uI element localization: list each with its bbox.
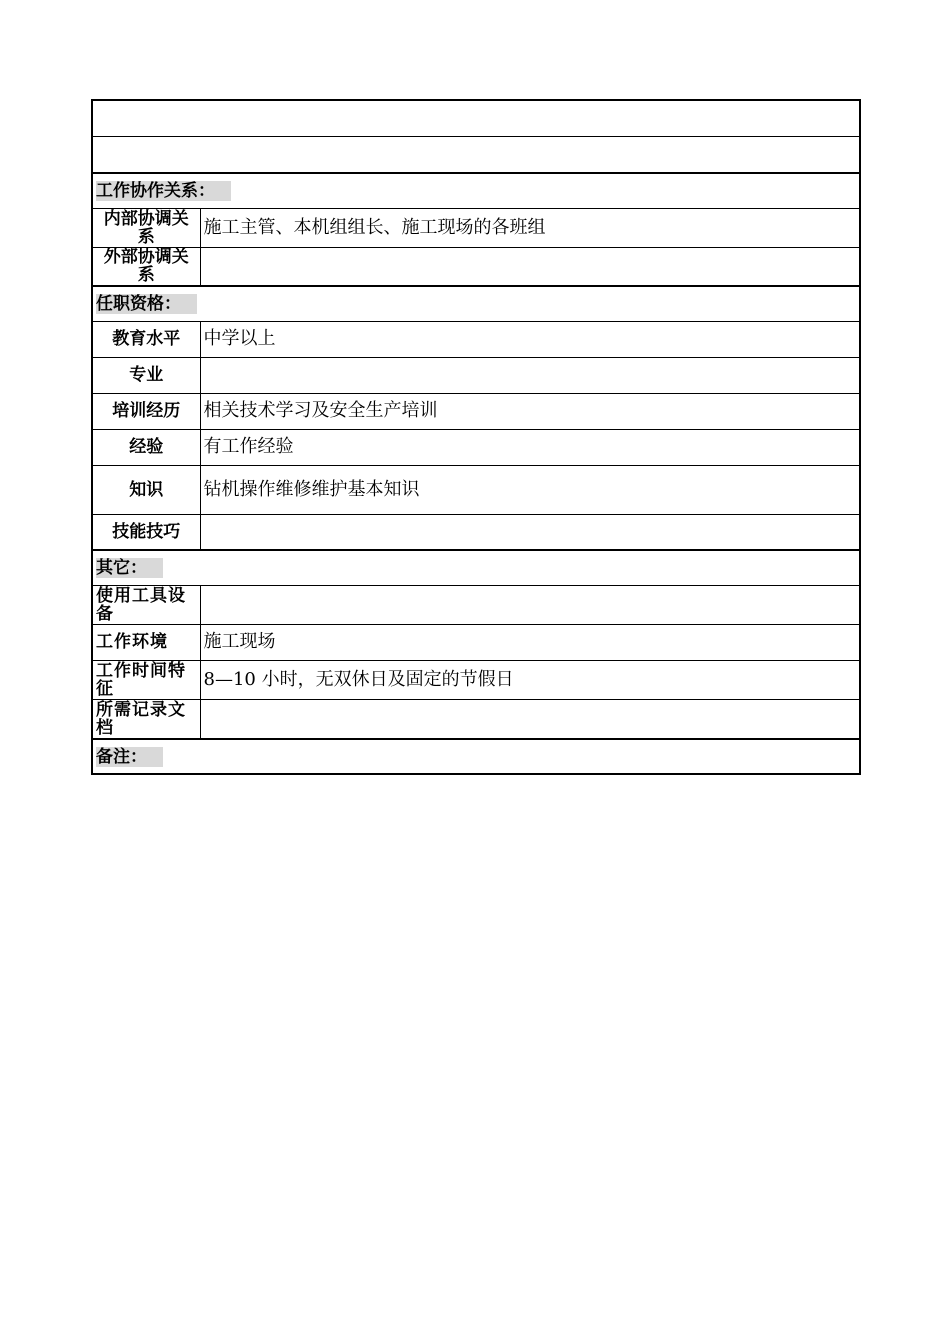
education-label: 教育水平	[92, 321, 200, 357]
knowledge-label: 知识	[92, 465, 200, 514]
tools-value[interactable]	[200, 585, 860, 624]
blank-row-2	[92, 136, 860, 173]
remarks-header: 备注：	[96, 747, 163, 767]
records-value[interactable]	[200, 699, 860, 739]
records-label: 所需记录文档	[92, 699, 200, 739]
collaboration-header: 工作协作关系：	[96, 181, 231, 201]
major-value[interactable]	[200, 357, 860, 393]
environment-value[interactable]: 施工现场	[200, 624, 860, 660]
internal-coordination-value[interactable]: 施工主管、本机组组长、施工现场的各班组	[200, 208, 860, 247]
collaboration-header-row	[92, 173, 860, 208]
job-description-table	[91, 99, 861, 775]
qualifications-header: 任职资格：	[96, 294, 197, 314]
qualification-row-knowledge	[92, 465, 860, 514]
other-header: 其它：	[96, 558, 163, 578]
other-row-tools	[92, 585, 860, 624]
qualification-row-experience	[92, 429, 860, 465]
qualifications-header-cell	[92, 286, 860, 321]
qualification-row-major	[92, 357, 860, 393]
skills-value[interactable]	[200, 514, 860, 550]
other-header-cell	[92, 550, 860, 585]
experience-label: 经验	[92, 429, 200, 465]
other-row-environment	[92, 624, 860, 660]
blank-row-1	[92, 100, 860, 136]
qualification-row-education	[92, 321, 860, 357]
training-label: 培训经历	[92, 393, 200, 429]
environment-label: 工作环境	[92, 624, 200, 660]
external-coordination-value[interactable]	[200, 247, 860, 286]
training-value[interactable]: 相关技术学习及安全生产培训	[200, 393, 860, 429]
other-row-records	[92, 699, 860, 739]
work-time-label: 工作时间特征	[92, 660, 200, 699]
skills-label: 技能技巧	[92, 514, 200, 550]
internal-coordination-label: 内部协调关系	[92, 208, 200, 247]
qualification-row-training	[92, 393, 860, 429]
tools-label: 使用工具设备	[92, 585, 200, 624]
other-header-row	[92, 550, 860, 585]
qualification-row-skills	[92, 514, 860, 550]
collaboration-header-cell	[92, 173, 860, 208]
internal-coordination-row	[92, 208, 860, 247]
external-coordination-row	[92, 247, 860, 286]
external-coordination-label: 外部协调关系	[92, 247, 200, 286]
major-label: 专业	[92, 357, 200, 393]
job-description-sheet	[91, 99, 859, 775]
blank-cell-2[interactable]	[92, 136, 860, 173]
other-row-work-time	[92, 660, 860, 699]
education-value[interactable]: 中学以上	[200, 321, 860, 357]
work-time-value[interactable]: 8—10 小时，无双休日及固定的节假日	[200, 660, 860, 699]
knowledge-value[interactable]: 钻机操作维修维护基本知识	[200, 465, 860, 514]
remarks-cell[interactable]	[92, 739, 860, 774]
experience-value[interactable]: 有工作经验	[200, 429, 860, 465]
remarks-row	[92, 739, 860, 774]
blank-cell-1[interactable]	[92, 100, 860, 136]
qualifications-header-row	[92, 286, 860, 321]
